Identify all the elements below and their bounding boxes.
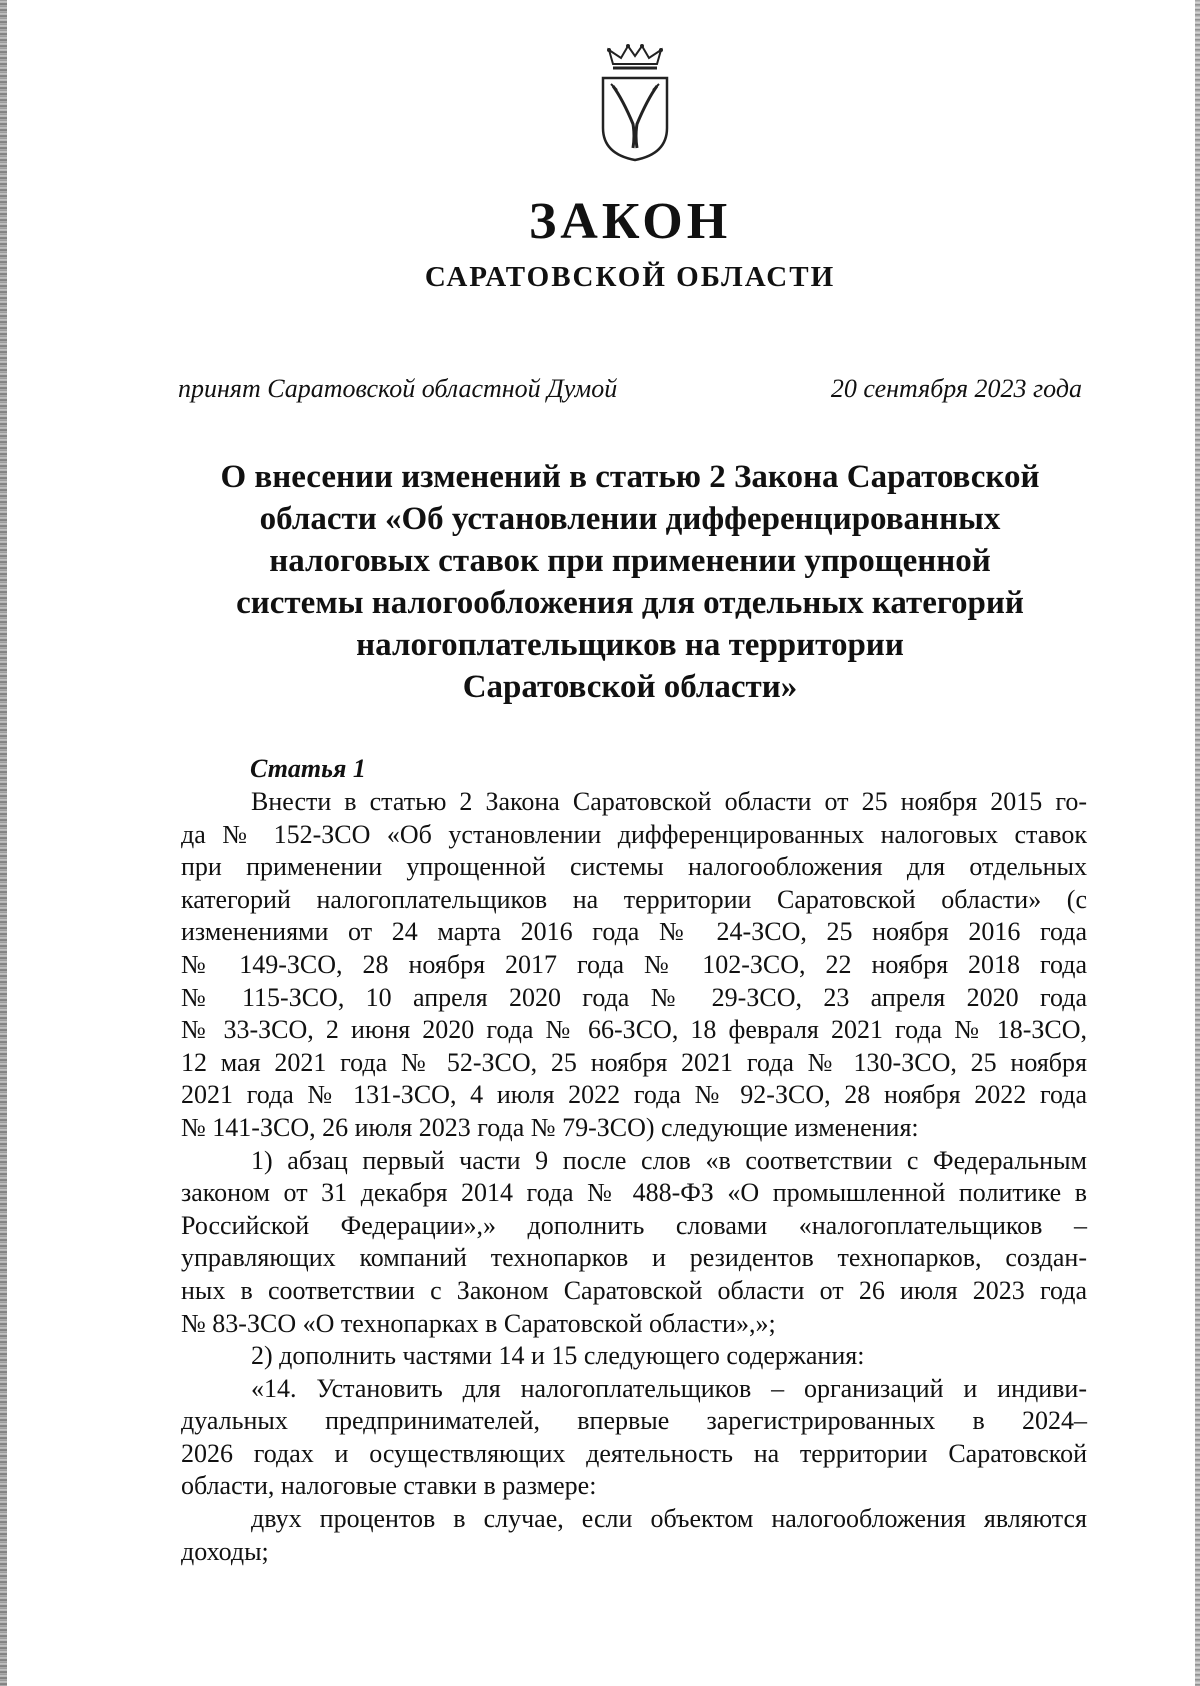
heading-line: системы налогообложения для отдельных категорий <box>236 585 1024 621</box>
body-line: двух процентов в случае, если объектом налогообложения являются <box>251 1504 1087 1534</box>
heading-line: налоговых ставок при применении упрощенной <box>269 543 991 579</box>
body-line: категорий налогоплательщиков на территории Саратовской области» (с <box>181 884 1087 914</box>
scan-edge-right <box>1195 0 1200 1686</box>
body-line: изменениями от 24 марта 2016 года № 24-ЗСО, 25 ноября 2016 года <box>181 917 1087 947</box>
body-line: да № 152-ЗСО «Об установлении дифференцированных налоговых ставок <box>181 819 1087 849</box>
body-line: 2021 года № 131-ЗСО, 4 июля 2022 года № 92-ЗСО, 28 ноября 2022 года <box>181 1080 1087 1110</box>
body-line: № 115-ЗСО, 10 апреля 2020 года № 29-ЗСО, 23 апреля 2020 года <box>181 982 1087 1012</box>
body-line: доходы; <box>181 1536 269 1566</box>
body-line: при применении упрощенной системы налогообложения для отдельных <box>181 852 1087 882</box>
body-line: ных в соответствии с Законом Саратовской области от 26 июля 2023 года <box>181 1275 1087 1305</box>
body-line: управляющих компаний технопарков и резидентов технопарков, создан- <box>181 1243 1087 1273</box>
body-line: № 83-ЗСО «О технопарках в Саратовской области»,»; <box>181 1308 776 1338</box>
heading-line: Саратовской области» <box>462 669 798 705</box>
adoption-date: 20 сентября 2023 года <box>830 374 1082 403</box>
heading-line: О внесении изменений в статью 2 Закона Саратовской <box>220 459 1040 495</box>
body-line: дуальных предпринимателей, впервые зарегистрированных в 2024– <box>181 1406 1087 1436</box>
body-line: № 33-ЗСО, 2 июня 2020 года № 66-ЗСО, 18 февраля 2021 года № 18-ЗСО, <box>181 1015 1087 1045</box>
body-line: 2) дополнить частями 14 и 15 следующего содержания: <box>251 1341 865 1371</box>
body-line: 1) абзац первый части 9 после слов «в соответствии с Федеральным <box>251 1145 1087 1175</box>
body-line: области, налоговые ставки в размере: <box>181 1471 597 1501</box>
body-line: № 149-ЗСО, 28 ноября 2017 года № 102-ЗСО, 22 ноября 2018 года <box>181 949 1087 979</box>
law-heading <box>170 456 1090 708</box>
body-line: Внести в статью 2 Закона Саратовской области от 25 ноября 2015 го- <box>251 787 1087 816</box>
body-line: № 141-ЗСО, 26 июля 2023 года № 79-ЗСО) следующие изменения: <box>181 1112 919 1142</box>
heading-line: налогоплательщиков на территории <box>356 627 904 663</box>
body-line: законом от 31 декабря 2014 года № 488-ФЗ «О промышленной политике в <box>181 1178 1087 1208</box>
coat-of-arms-emblem <box>599 44 671 164</box>
body-line: «14. Установить для налогоплательщиков – организаций и индиви- <box>251 1373 1087 1403</box>
scan-edge-left <box>0 0 7 1686</box>
body-line: 2026 годах и осуществляющих деятельность на территории Саратовской <box>181 1438 1087 1468</box>
body-line: Российской Федерации»,» дополнить словами «налогоплательщиков – <box>181 1210 1087 1240</box>
body-line: 12 мая 2021 года № 52-ЗСО, 25 ноября 2021 года № 130-ЗСО, 25 ноября <box>181 1047 1087 1077</box>
heading-line: области «Об установлении дифференцированных <box>259 501 1001 537</box>
law-subtitle: САРАТОВСКОЙ ОБЛАСТИ <box>424 261 836 293</box>
adopted-by-text: принят Саратовской областной Думой <box>178 374 618 403</box>
article-body <box>181 786 1087 1568</box>
law-title: ЗАКОН <box>528 193 732 250</box>
article-title: Статья 1 <box>250 754 366 783</box>
